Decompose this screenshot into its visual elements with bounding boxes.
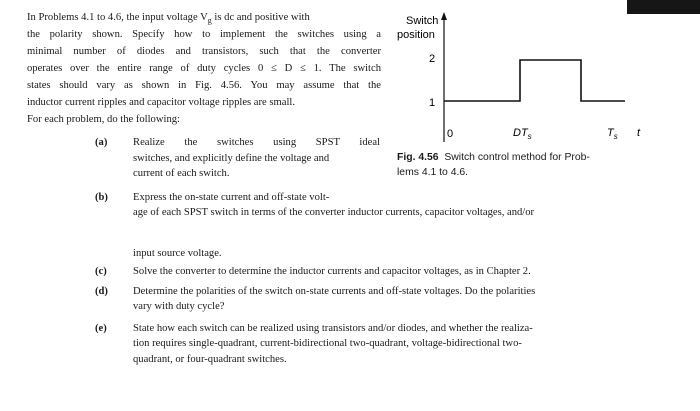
intro-line-5: states should vary as shown in Fig. 4.56. You may assume that the	[27, 80, 381, 91]
fig-switch-waveform	[444, 60, 625, 101]
item-d-line-1: Determine the polarities of the switch on-state currents and off-state voltages. Do the polarities	[133, 286, 536, 297]
fig-y-axis-arrow	[441, 12, 447, 20]
item-d-label: (d)	[95, 286, 108, 297]
fig-y-tick-2: 2	[429, 53, 436, 65]
switch-position-figure	[385, 0, 685, 160]
item-c-line-1: Solve the converter to determine the inductor currents and capacitor voltages, as in Chapter 2.	[133, 266, 531, 277]
intro-line-4: operates over the entire range of duty cycles 0 ≤ D ≤ 1. The switch	[27, 63, 381, 74]
intro-line-2: the polarity shown. Specify how to implement the switches using a	[27, 29, 381, 40]
intro-line-6: inductor current ripples and capacitor voltage ripples are small.	[27, 97, 295, 108]
fig-ts-label: $T_s$	[607, 127, 618, 141]
item-e-line-1: State how each switch can be realized using transistors and/or diodes, and whether the realiza-	[133, 323, 533, 334]
fig-origin-label: 0	[447, 128, 454, 140]
item-b-line-2: age of each SPST switch in terms of the converter inductor currents, capacitor voltages, and/or	[133, 207, 535, 218]
intro-line-1: In Problems 4.1 to 4.6, the input voltage $V_g$ is dc and positive with	[27, 12, 310, 26]
fig-caption-line-1: Fig. 4.56 Switch control method for Prob-	[397, 152, 590, 163]
fig-caption-line-2: lems 4.1 to 4.6.	[397, 167, 469, 178]
item-e-line-2: tion requires single-quadrant, current-bidirectional two-quadrant, voltage-bidirectional two-	[133, 338, 522, 349]
fig-dt-label: $DT_s$	[513, 127, 532, 141]
item-a-label: (a)	[95, 137, 108, 148]
item-b-line-3: input source voltage.	[133, 248, 222, 259]
item-d-line-2: vary with duty cycle?	[133, 301, 225, 312]
intro-line-3: minimal number of diodes and transistors, such that the converter	[27, 46, 381, 57]
item-a-line-1: Realize the switches using SPST ideal	[133, 137, 380, 148]
prompt-line: For each problem, do the following:	[27, 114, 180, 125]
fig-axis-title-1: Switch	[406, 15, 439, 27]
item-a-line-2: switches, and explicitly define the voltage and	[133, 153, 330, 164]
item-e-label: (e)	[95, 323, 107, 334]
item-b-label: (b)	[95, 192, 108, 203]
item-b-line-1: Express the on-state current and off-state volt-	[133, 192, 330, 203]
fig-caption-title: Fig. 4.56	[397, 152, 439, 163]
item-e-line-3: quadrant, or four-quadrant switches.	[133, 354, 287, 365]
fig-axis-title-2: position	[397, 29, 435, 41]
fig-y-tick-1: 1	[429, 97, 436, 109]
item-c-label: (c)	[95, 266, 107, 277]
fig-t-label: t	[637, 127, 641, 139]
vg-subscript: g	[207, 16, 212, 26]
item-a-line-3: current of each switch.	[133, 168, 230, 179]
